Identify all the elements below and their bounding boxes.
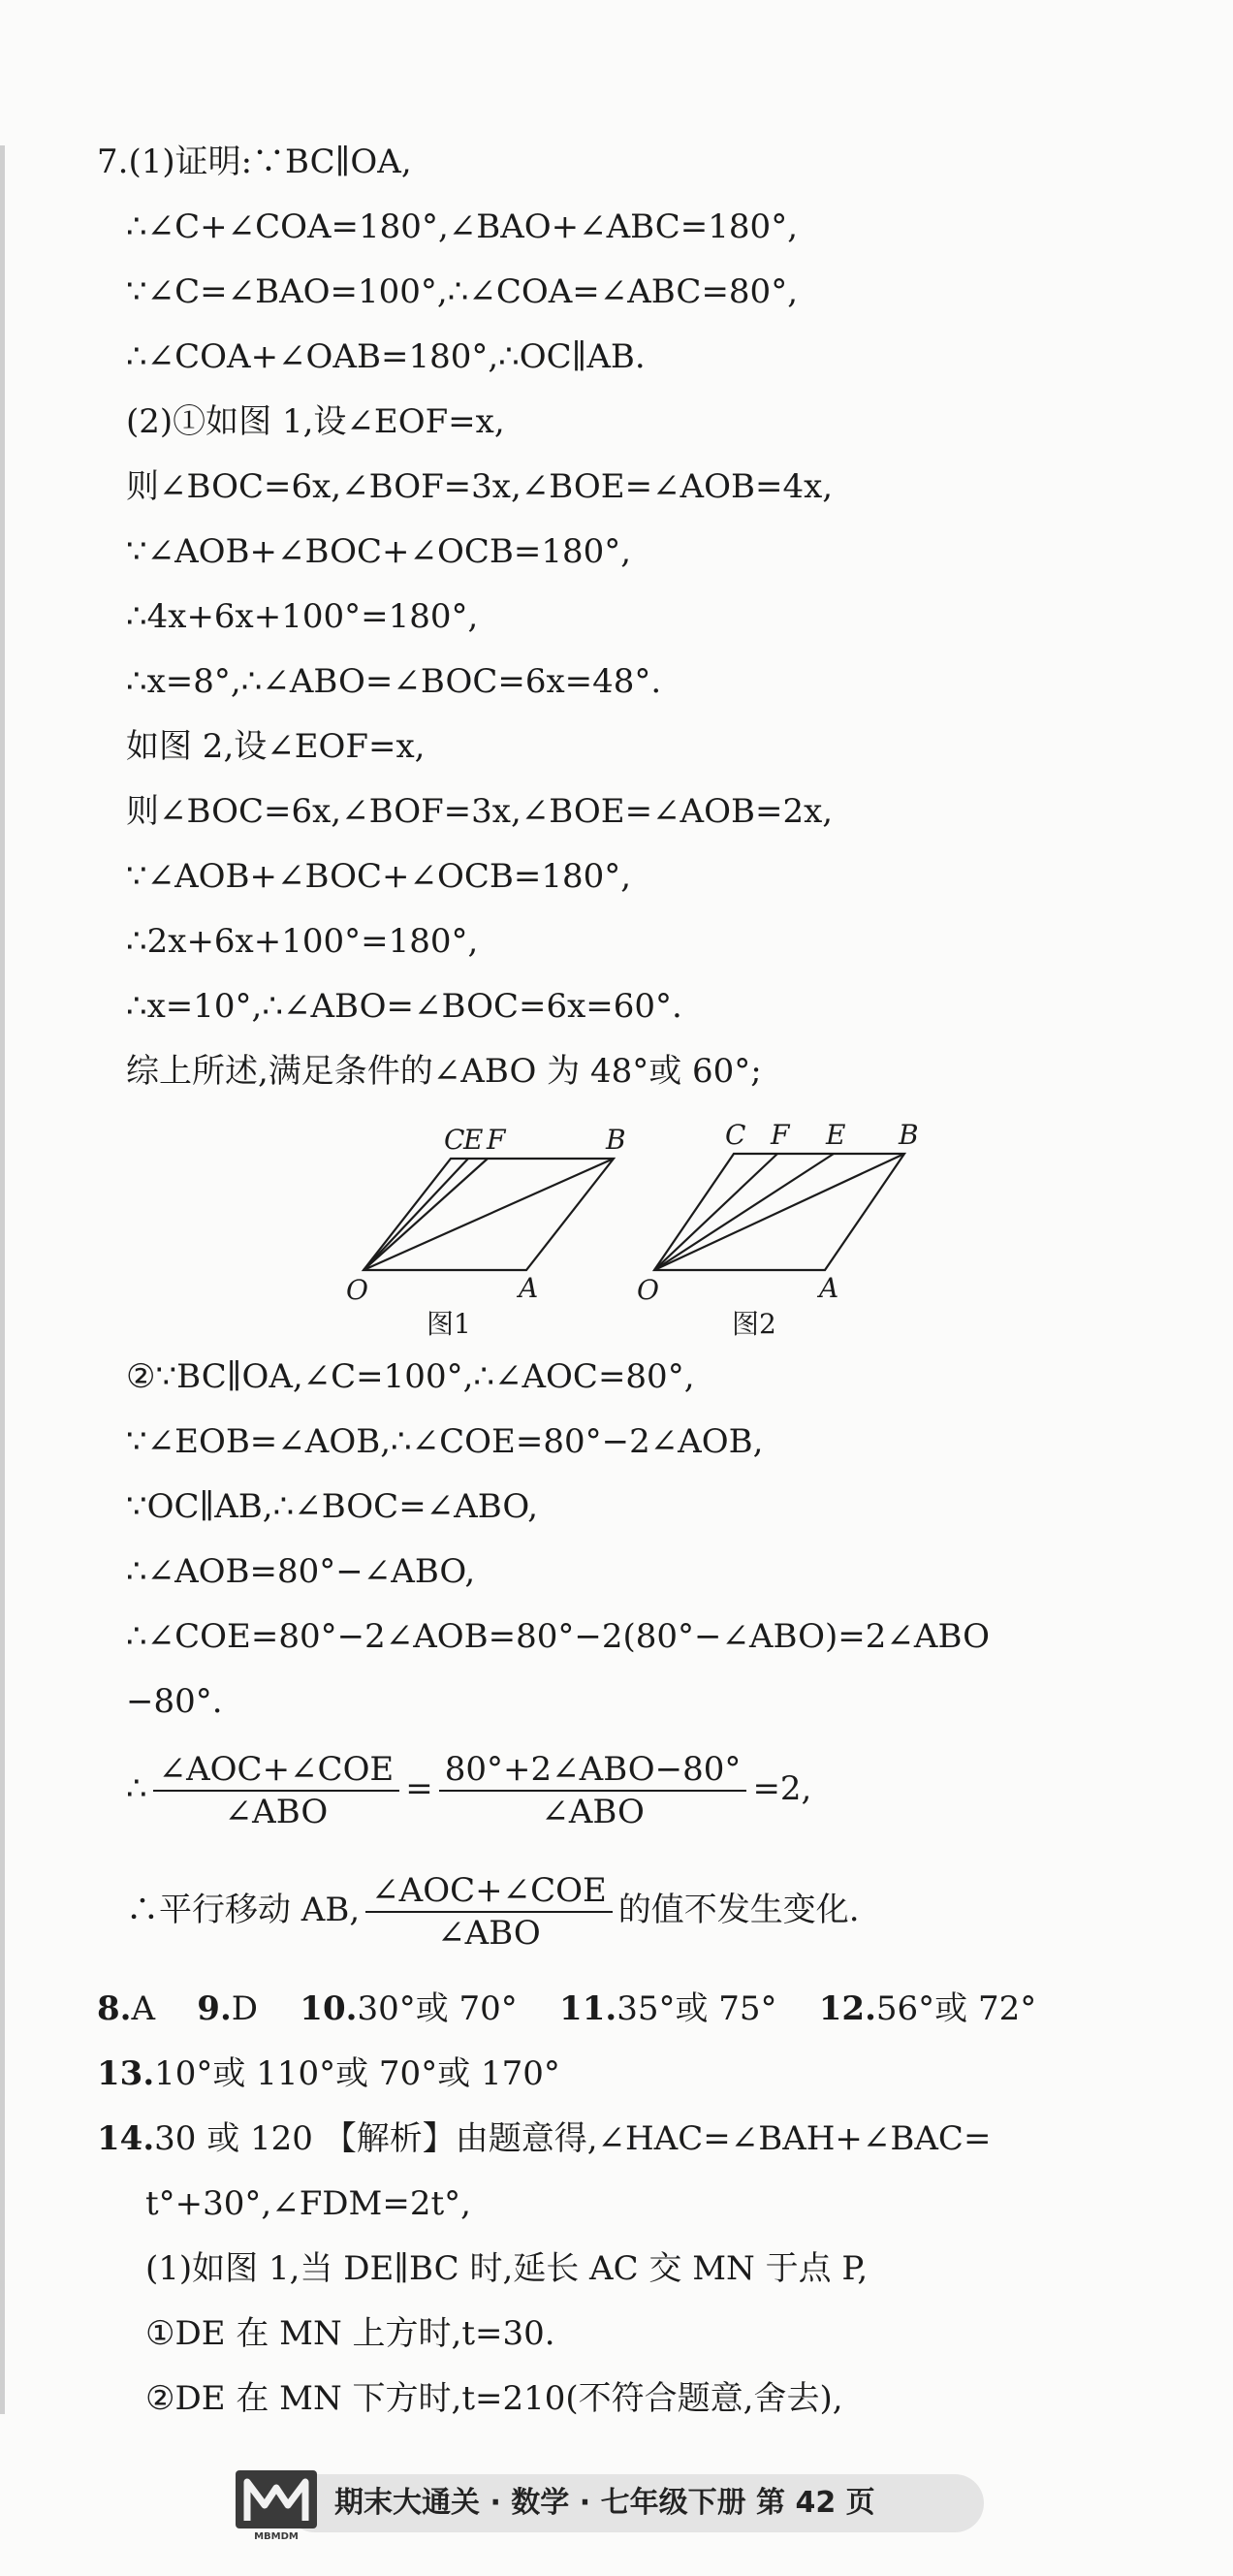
fig1-caption: 图1 <box>427 1308 471 1340</box>
footer-text: 期末大通关 · 数学 · 七年级下册 第 42 页 <box>334 2486 875 2520</box>
fig1-label-C: C <box>444 1124 465 1156</box>
line-24-answers: 8.A 9.D 10.30°或 70° 11.35°或 75° 12.56°或 72° <box>97 1989 1037 2028</box>
line-7: ∵∠AOB+∠BOC+∠OCB=180°, <box>126 532 632 571</box>
fig1-label-F: F <box>487 1124 506 1156</box>
line-6: 则∠BOC=6x,∠BOF=3x,∠BOE=∠AOB=4x, <box>126 467 834 506</box>
fraction-1: $\frac{\text{∠AOC+∠COE}}{\text{∠ABO}}$ <box>153 1749 400 1832</box>
fig2-ray-OB <box>654 1154 904 1270</box>
line-11: 则∠BOC=6x,∠BOF=3x,∠BOE=∠AOB=2x, <box>126 792 834 831</box>
fig2-label-O: O <box>637 1274 659 1306</box>
line-16: ②∵BC∥OA,∠C=100°,∴∠AOC=80°, <box>126 1357 695 1396</box>
fig1-ray-OB <box>364 1159 614 1270</box>
line-20: ∴∠COE=80°−2∠AOB=80°−2(80°−∠ABO)=2∠ABO <box>126 1617 990 1656</box>
figures-svg <box>344 1115 926 1352</box>
publisher-logo <box>228 2463 325 2542</box>
line-10: 如图 2,设∠EOF=x, <box>126 727 426 766</box>
fig1-label-B: B <box>606 1124 626 1156</box>
line-29: ①DE 在 MN 上方时,t=30. <box>145 2314 555 2353</box>
line-8: ∴4x+6x+100°=180°, <box>126 597 479 636</box>
fig2-label-E: E <box>826 1119 846 1151</box>
left-margin-rule <box>0 145 5 2414</box>
fig1-ray-OE <box>364 1159 468 1270</box>
fig2-label-C: C <box>725 1119 746 1151</box>
line-30: ②DE 在 MN 下方时,t=210(不符合题意,舍去), <box>145 2379 843 2418</box>
fig2-label-B: B <box>899 1119 919 1151</box>
line-21: −80°. <box>126 1682 223 1721</box>
fig1-label-O: O <box>346 1274 368 1306</box>
logo-text: MBMDM <box>254 2531 299 2542</box>
line-9: ∴x=8°,∴∠ABO=∠BOC=6x=48°. <box>126 662 662 701</box>
fig2-ray-OE <box>654 1154 834 1270</box>
line-26: 14.30 或 120 【解析】由题意得,∠HAC=∠BAH+∠BAC= <box>97 2119 992 2158</box>
line-15: 综上所述,满足条件的∠ABO 为 48°或 60°; <box>126 1052 762 1091</box>
line-28: (1)如图 1,当 DE∥BC 时,延长 AC 交 MN 于点 P, <box>145 2249 869 2288</box>
page-footer <box>228 2463 1003 2542</box>
line-5: (2)①如图 1,设∠EOF=x, <box>126 402 505 441</box>
fig2-label-F: F <box>771 1119 790 1151</box>
line-23-fraction-conclusion: ∴平行移动 AB, $\frac{\text{∠AOC+∠COE}}{\text{∠ABO}}$ 的值不发生变化. <box>126 1871 860 1953</box>
geometry-figures <box>344 1115 926 1352</box>
line-1: 7.(1)证明:∵BC∥OA, <box>97 143 412 181</box>
line-18: ∵OC∥AB,∴∠BOC=∠ABO, <box>126 1487 539 1526</box>
fraction-2: $\frac{\text{80°+2∠ABO−80°}}{\text{∠ABO}}$ <box>439 1749 747 1832</box>
line-25-answers: 13.10°或 110°或 70°或 170° <box>97 2054 560 2093</box>
line-22-fraction-equation: ∴ $\frac{\text{∠AOC+∠COE}}{\text{∠ABO}}$ = $\frac{\text{80°+2∠ABO−80°}}{\text{∠ABO}}$ =2, <box>126 1750 812 1831</box>
line-12: ∵∠AOB+∠BOC+∠OCB=180°, <box>126 857 632 896</box>
line-19: ∴∠AOB=80°−∠ABO, <box>126 1552 476 1591</box>
line-27: t°+30°,∠FDM=2t°, <box>145 2184 471 2223</box>
fig2-caption: 图2 <box>732 1308 776 1340</box>
figure-2 <box>637 1119 919 1340</box>
fig2-ray-OF <box>654 1154 777 1270</box>
fig2-label-A: A <box>819 1272 839 1304</box>
fraction-3: $\frac{\text{∠AOC+∠COE}}{\text{∠ABO}}$ <box>365 1870 613 1954</box>
line-17: ∵∠EOB=∠AOB,∴∠COE=80°−2∠AOB, <box>126 1422 764 1461</box>
fig1-label-A: A <box>519 1272 539 1304</box>
line-14: ∴x=10°,∴∠ABO=∠BOC=6x=60°. <box>126 987 682 1026</box>
line-13: ∴2x+6x+100°=180°, <box>126 922 479 961</box>
line-4: ∴∠COA+∠OAB=180°,∴OC∥AB. <box>126 337 646 376</box>
fig1-ray-OF <box>364 1159 488 1270</box>
figure-1 <box>346 1124 626 1340</box>
fig1-label-E: E <box>463 1124 484 1156</box>
line-3: ∵∠C=∠BAO=100°,∴∠COA=∠ABC=80°, <box>126 272 798 311</box>
line-2: ∴∠C+∠COA=180°,∠BAO+∠ABC=180°, <box>126 207 798 246</box>
